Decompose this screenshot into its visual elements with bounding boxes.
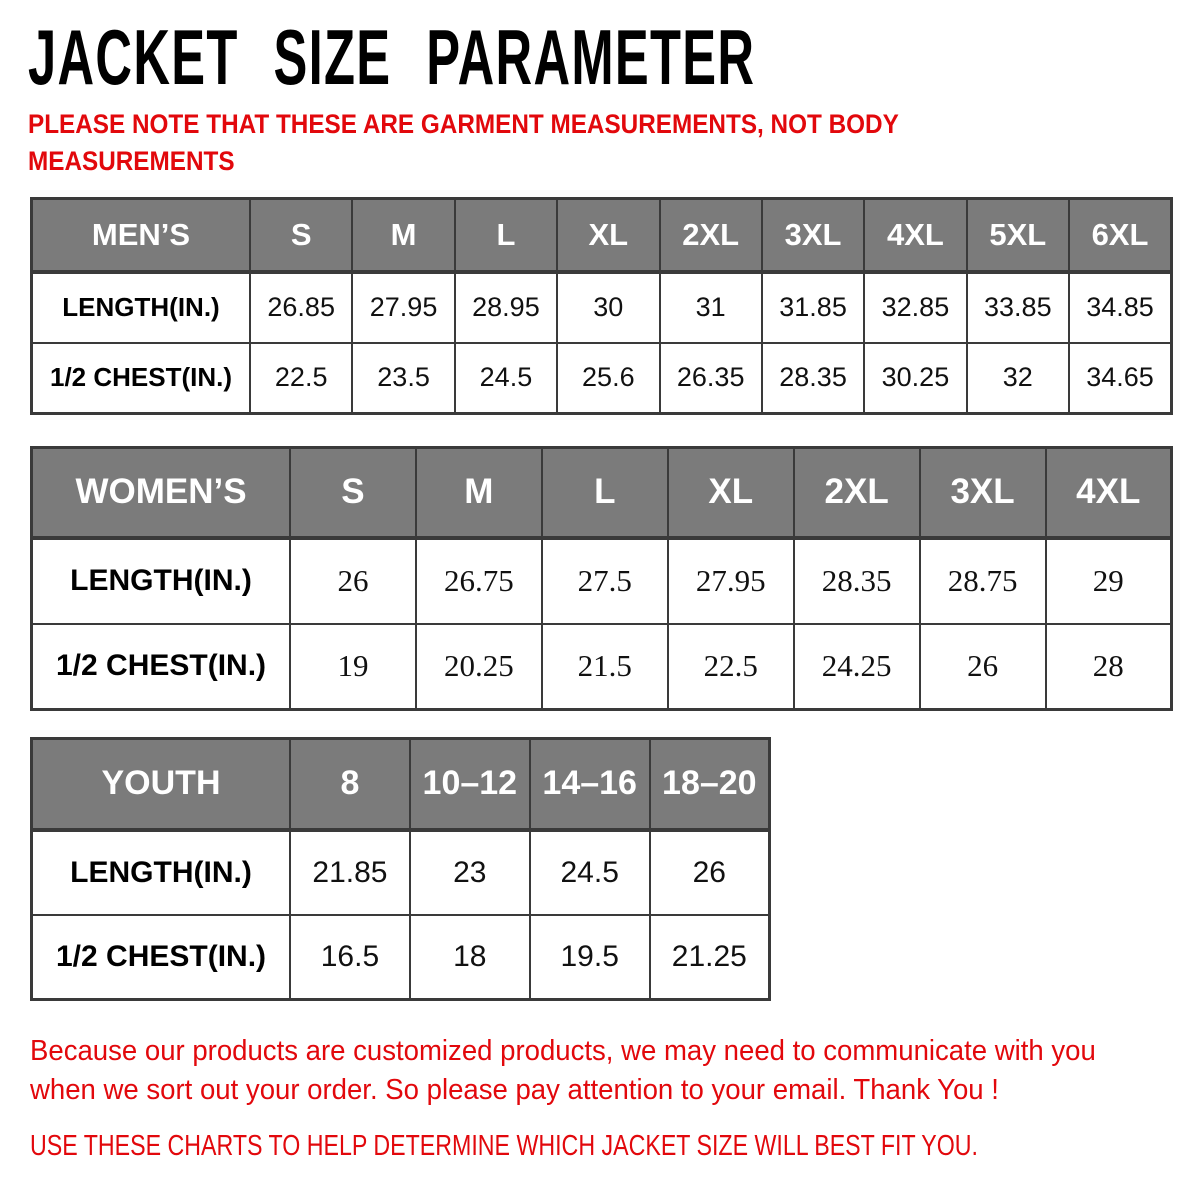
womens-value-cell: 29	[1046, 538, 1172, 624]
mens-size-header-cell: S	[250, 199, 352, 272]
garment-measurement-note	[28, 106, 899, 180]
womens-size-header-cell: 2XL	[794, 448, 920, 538]
mens-size-header-cell: 5XL	[967, 199, 1069, 272]
customization-note-line-2: when we sort out your order. So please pay attention to your email. Thank You !	[30, 1074, 999, 1106]
youth-row-label-cell: 1/2 CHEST(IN.)	[32, 915, 291, 1000]
womens-measurement-row	[32, 538, 1172, 624]
womens-value-cell: 21.5	[542, 624, 668, 710]
youth-value-cell: 19.5	[530, 915, 650, 1000]
youth-size-header-cell: 8	[290, 739, 410, 830]
mens-value-cell: 34.85	[1069, 272, 1172, 343]
womens-value-cell: 28.75	[920, 538, 1046, 624]
mens-row-label-cell: LENGTH(IN.)	[32, 272, 251, 343]
womens-row-label-cell: 1/2 CHEST(IN.)	[32, 624, 291, 710]
womens-value-cell: 28	[1046, 624, 1172, 710]
mens-measurement-row	[32, 343, 1172, 414]
womens-value-cell: 26.75	[416, 538, 542, 624]
youth-value-cell: 23	[410, 830, 530, 915]
womens-size-header-cell: 4XL	[1046, 448, 1172, 538]
womens-measurement-row	[32, 624, 1172, 710]
womens-row-label-cell: LENGTH(IN.)	[32, 538, 291, 624]
mens-value-cell: 26.85	[250, 272, 352, 343]
womens-value-cell: 20.25	[416, 624, 542, 710]
youth-value-cell: 21.25	[650, 915, 770, 1000]
mens-value-cell: 30	[557, 272, 659, 343]
youth-size-header-cell: 18–20	[650, 739, 770, 830]
youth-measurement-row	[32, 830, 770, 915]
womens-table-title-cell: WOMEN’S	[32, 448, 291, 538]
youth-header-row	[32, 739, 770, 830]
youth-table-title-cell: YOUTH	[32, 739, 291, 830]
mens-table-title-cell: MEN’S	[32, 199, 251, 272]
youth-measurement-row	[32, 915, 770, 1000]
youth-value-cell: 18	[410, 915, 530, 1000]
womens-value-cell: 28.35	[794, 538, 920, 624]
mens-size-header-cell: 6XL	[1069, 199, 1172, 272]
mens-size-header-cell: 4XL	[864, 199, 966, 272]
mens-size-header-cell: L	[455, 199, 557, 272]
womens-size-header-cell: S	[290, 448, 416, 538]
mens-value-cell: 33.85	[967, 272, 1069, 343]
customization-note	[30, 1032, 1096, 1110]
mens-value-cell: 30.25	[864, 343, 966, 414]
womens-header-row	[32, 448, 1172, 538]
mens-size-table	[30, 197, 1173, 415]
youth-value-cell: 21.85	[290, 830, 410, 915]
mens-value-cell: 28.95	[455, 272, 557, 343]
womens-value-cell: 22.5	[668, 624, 794, 710]
customization-note-line-1: Because our products are customized products, we may need to communicate with you	[30, 1035, 1096, 1067]
mens-value-cell: 31	[660, 272, 762, 343]
womens-size-header-cell: XL	[668, 448, 794, 538]
mens-value-cell: 32.85	[864, 272, 966, 343]
mens-value-cell: 28.35	[762, 343, 864, 414]
mens-size-header-cell: 3XL	[762, 199, 864, 272]
womens-value-cell: 26	[920, 624, 1046, 710]
mens-value-cell: 31.85	[762, 272, 864, 343]
mens-size-header-cell: 2XL	[660, 199, 762, 272]
womens-size-header-cell: L	[542, 448, 668, 538]
mens-header-row	[32, 199, 1172, 272]
garment-measurement-note-line-1: PLEASE NOTE THAT THESE ARE GARMENT MEASUREMENTS, NOT BODY	[28, 109, 899, 139]
youth-value-cell: 24.5	[530, 830, 650, 915]
mens-value-cell: 34.65	[1069, 343, 1172, 414]
youth-size-header-cell: 14–16	[530, 739, 650, 830]
womens-value-cell: 27.95	[668, 538, 794, 624]
womens-size-table	[30, 446, 1173, 711]
youth-value-cell: 26	[650, 830, 770, 915]
womens-value-cell: 24.25	[794, 624, 920, 710]
mens-value-cell: 25.6	[557, 343, 659, 414]
size-advice-note: USE THESE CHARTS TO HELP DETERMINE WHICH JACKET SIZE WILL BEST FIT YOU.	[30, 1130, 978, 1162]
womens-value-cell: 26	[290, 538, 416, 624]
mens-size-header-cell: M	[352, 199, 454, 272]
mens-value-cell: 26.35	[660, 343, 762, 414]
youth-row-label-cell: LENGTH(IN.)	[32, 830, 291, 915]
womens-value-cell: 19	[290, 624, 416, 710]
womens-size-header-cell: 3XL	[920, 448, 1046, 538]
womens-size-header-cell: M	[416, 448, 542, 538]
mens-value-cell: 22.5	[250, 343, 352, 414]
mens-value-cell: 27.95	[352, 272, 454, 343]
mens-value-cell: 24.5	[455, 343, 557, 414]
mens-value-cell: 32	[967, 343, 1069, 414]
youth-size-table	[30, 737, 771, 1001]
mens-size-header-cell: XL	[557, 199, 659, 272]
mens-measurement-row	[32, 272, 1172, 343]
mens-value-cell: 23.5	[352, 343, 454, 414]
youth-size-header-cell: 10–12	[410, 739, 530, 830]
page-title: JACKET SIZE PARAMETER	[28, 13, 756, 101]
mens-row-label-cell: 1/2 CHEST(IN.)	[32, 343, 251, 414]
garment-measurement-note-line-2: MEASUREMENTS	[28, 146, 235, 176]
womens-value-cell: 27.5	[542, 538, 668, 624]
youth-value-cell: 16.5	[290, 915, 410, 1000]
